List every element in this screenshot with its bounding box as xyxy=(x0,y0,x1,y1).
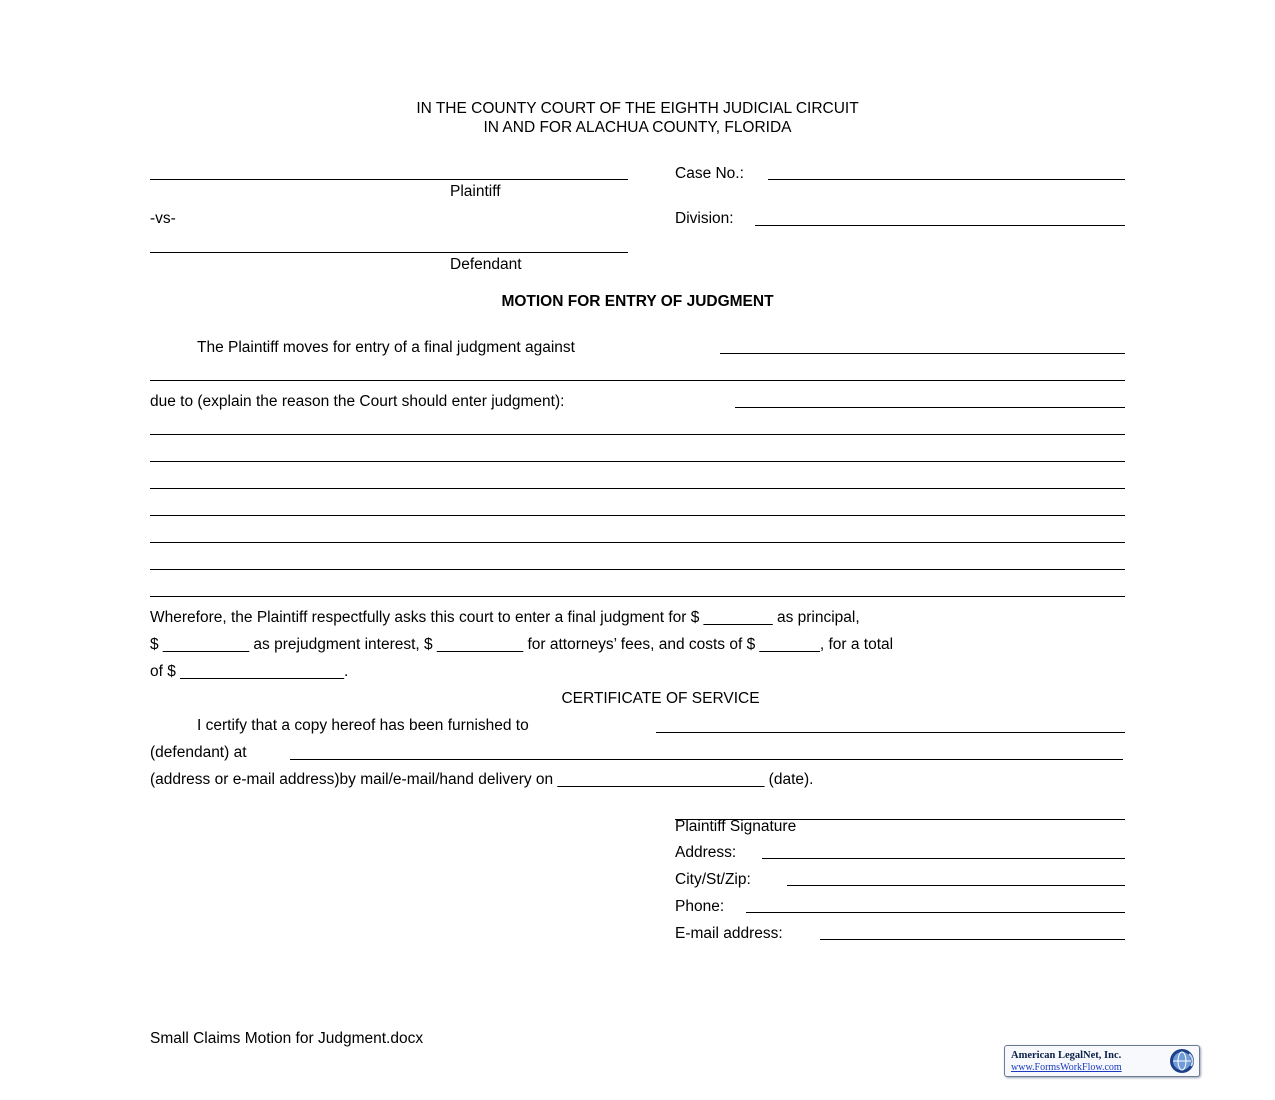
city-st-zip-field[interactable] xyxy=(787,885,1125,886)
judgment-against-field-line-2[interactable] xyxy=(150,380,1125,381)
reason-line-4[interactable] xyxy=(150,515,1125,516)
plaintiff-signature-label: Plaintiff Signature xyxy=(675,818,797,835)
reason-line-3[interactable] xyxy=(150,488,1125,489)
phone-label: Phone: xyxy=(675,898,725,915)
city-st-zip-label: City/St/Zip: xyxy=(675,871,751,888)
certificate-line-1: I certify that a copy hereof has been furnished to xyxy=(197,717,529,734)
reason-field[interactable] xyxy=(735,407,1125,408)
globe-icon xyxy=(1169,1048,1195,1074)
reason-line-7[interactable] xyxy=(150,596,1125,597)
address-field[interactable] xyxy=(762,858,1125,859)
footer-filename: Small Claims Motion for Judgment.docx xyxy=(150,1030,424,1047)
logo-url-link[interactable]: www.FormsWorkFlow.com xyxy=(1011,1062,1122,1073)
wherefore-line-2: $ __________ as prejudgment interest, $ __________ for attorneys’ fees, and costs of $ _______, for a total xyxy=(150,636,894,653)
vs-label: -vs- xyxy=(150,210,176,227)
certificate-line-3: (address or e-mail address)by mail/e-mail/hand delivery on ________________________ (date). xyxy=(150,771,814,788)
division-field[interactable] xyxy=(755,225,1125,226)
certificate-title: CERTIFICATE OF SERVICE xyxy=(561,690,760,707)
document-title: MOTION FOR ENTRY OF JUDGMENT xyxy=(501,293,774,310)
reason-line-1[interactable] xyxy=(150,434,1125,435)
wherefore-line-1: Wherefore, the Plaintiff respectfully asks this court to enter a final judgment for $ ________ as principal, xyxy=(150,609,860,626)
reason-line-5[interactable] xyxy=(150,542,1125,543)
plaintiff-name-line[interactable] xyxy=(150,179,628,180)
moves-text: The Plaintiff moves for entry of a final judgment against xyxy=(197,339,575,356)
reason-line-2[interactable] xyxy=(150,461,1125,462)
address-label: Address: xyxy=(675,844,737,861)
defendant-label: Defendant xyxy=(450,256,522,273)
reason-line-6[interactable] xyxy=(150,569,1125,570)
email-field[interactable] xyxy=(820,939,1125,940)
phone-field[interactable] xyxy=(746,912,1125,913)
court-header-line-1: IN THE COUNTY COURT OF THE EIGHTH JUDICIAL CIRCUIT xyxy=(416,100,859,117)
logo-company-name: American LegalNet, Inc. xyxy=(1011,1050,1122,1061)
case-no-label: Case No.: xyxy=(675,165,744,182)
judgment-against-field[interactable] xyxy=(720,353,1125,354)
certificate-line-2: (defendant) at xyxy=(150,744,247,761)
email-label: E-mail address: xyxy=(675,925,783,942)
court-header-line-2: IN AND FOR ALACHUA COUNTY, FLORIDA xyxy=(483,119,792,136)
wherefore-line-3: of $ ___________________. xyxy=(150,663,349,680)
defendant-name-line[interactable] xyxy=(150,252,628,253)
furnished-to-field[interactable] xyxy=(656,732,1125,733)
plaintiff-label: Plaintiff xyxy=(450,183,501,200)
case-no-field[interactable] xyxy=(768,179,1125,180)
defendant-address-field[interactable] xyxy=(290,759,1123,760)
division-label: Division: xyxy=(675,210,734,227)
due-to-text: due to (explain the reason the Court should enter judgment): xyxy=(150,393,565,410)
american-legalnet-logo[interactable] xyxy=(1004,1045,1200,1077)
